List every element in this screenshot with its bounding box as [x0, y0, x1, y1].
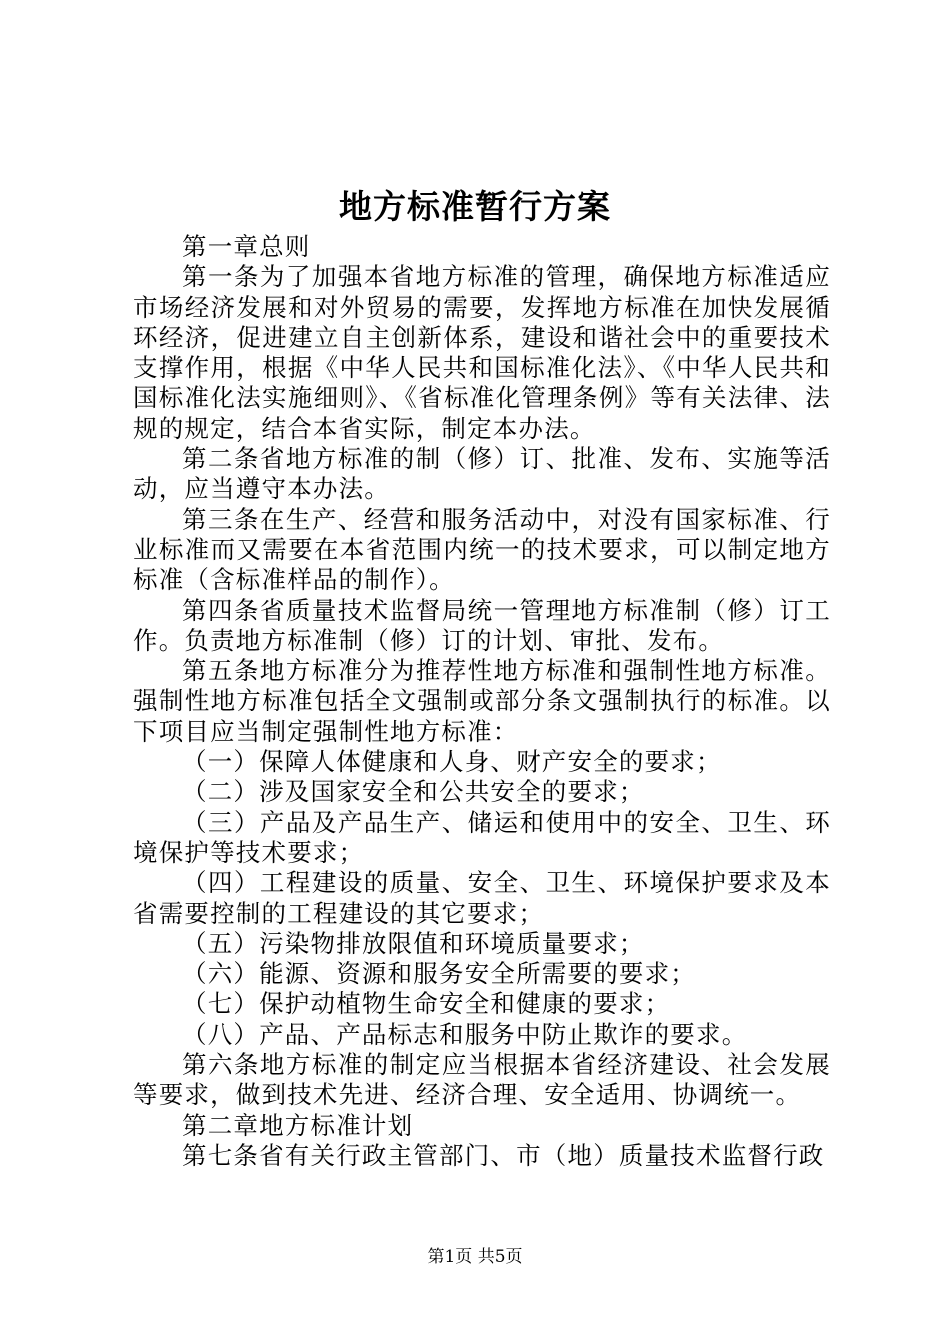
list-item: （三）产品及产品生产、储运和使用中的安全、卫生、环境保护等技术要求；: [133, 807, 831, 867]
article-paragraph: 第一条为了加强本省地方标准的管理，确保地方标准适应市场经济发展和对外贸易的需要，发挥地方标准在加快发展循环经济，促进建立自主创新体系，建设和谐社会中的重要技术支撑作用，根据《中华人民共和国标准化法》、《中华人民共和国标准化法实施细则》、《省标准化管理条例》等有关法律、法规的规定，结合本省实际，制定本办法。: [133, 262, 831, 443]
list-item: （六）能源、资源和服务安全所需要的要求；: [182, 959, 696, 989]
document-title: 地方标准暂行方案: [339, 187, 611, 226]
chapter-heading: 第一章总则: [182, 232, 311, 261]
list-item: （八）产品、产品标志和服务中防止欺诈的要求。: [182, 1019, 748, 1049]
article-paragraph: 第二条省地方标准的制（修）订、批准、发布、实施等活动，应当遵守本办法。: [133, 444, 831, 504]
article-paragraph: 第四条省质量技术监督局统一管理地方标准制（修）订工作。负责地方标准制（修）订的计划、审批、发布。: [133, 595, 831, 655]
article-paragraph: 第五条地方标准分为推荐性地方标准和强制性地方标准。强制性地方标准包括全文强制或部分条文强制执行的标准。以下项目应当制定强制性地方标准：: [133, 656, 831, 746]
chapter-heading: 第二章地方标准计划: [182, 1110, 414, 1140]
article-paragraph: 第六条地方标准的制定应当根据本省经济建设、社会发展等要求，做到技术先进、经济合理、安全适用、协调统一。: [133, 1050, 831, 1110]
list-item: （二）涉及国家安全和公共安全的要求；: [182, 777, 645, 807]
list-item: （四）工程建设的质量、安全、卫生、环境保护要求及本省需要控制的工程建设的其它要求；: [133, 868, 831, 928]
page-footer: 第1页 共5页: [427, 1247, 523, 1267]
article-paragraph: 第三条在生产、经营和服务活动中，对没有国家标准、行业标准而又需要在本省范围内统一的技术要求，可以制定地方标准（含标准样品的制作）。: [133, 504, 831, 595]
document-body: [133, 232, 831, 1171]
list-item: （一）保障人体健康和人身、财产安全的要求；: [182, 747, 722, 777]
list-item: （五）污染物排放限值和环境质量要求；: [182, 928, 645, 958]
list-item: （七）保护动植物生命安全和健康的要求；: [182, 989, 671, 1019]
article-paragraph: 第七条省有关行政主管部门、市（地）质量技术监督行政: [182, 1140, 825, 1170]
